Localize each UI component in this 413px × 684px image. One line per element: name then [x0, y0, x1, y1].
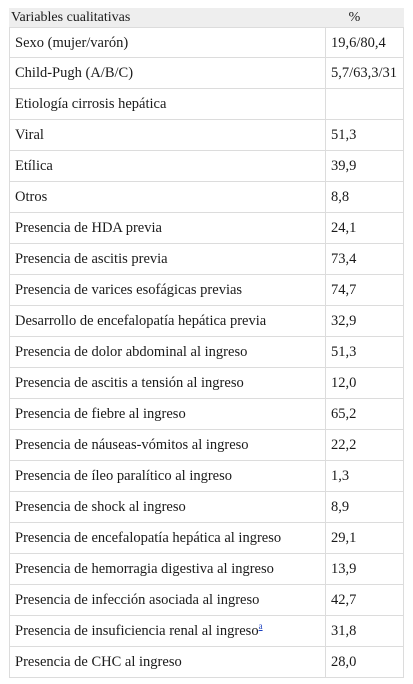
table-row: [9, 523, 404, 554]
row-value: 19,6/80,4: [326, 28, 404, 57]
row-label-text: Desarrollo de encefalopatía hepática previa: [15, 313, 267, 329]
table-body: [9, 27, 404, 678]
row-label-text: Presencia de ascitis a tensión al ingreso: [15, 375, 244, 391]
row-label: [9, 182, 326, 212]
row-value: 31,8: [326, 616, 404, 646]
row-label: [9, 523, 326, 553]
row-label-text: Presencia de íleo paralítico al ingreso: [15, 468, 233, 484]
row-value: 22,2: [326, 430, 404, 460]
table-row: [9, 616, 404, 647]
row-label: [9, 616, 326, 646]
row-label: [9, 368, 326, 398]
row-label: [9, 275, 326, 305]
row-value: 39,9: [326, 151, 404, 181]
table-row: [9, 89, 404, 120]
row-label: [9, 337, 326, 367]
row-label-text: Viral: [15, 127, 44, 143]
row-value: 32,9: [326, 306, 404, 336]
row-label: [9, 244, 326, 274]
row-value: 13,9: [326, 554, 404, 584]
table-row: [9, 306, 404, 337]
header-variables: Variables cualitativas: [11, 10, 131, 25]
row-label-text: Presencia de hemorragia digestiva al ingreso: [15, 561, 274, 577]
variables-table: [9, 8, 404, 678]
row-label: [9, 58, 326, 88]
row-label-text: Presencia de CHC al ingreso: [15, 654, 182, 670]
row-label: [9, 28, 326, 57]
table-row: [9, 27, 404, 58]
row-label-text: Presencia de infección asociada al ingreso: [15, 592, 260, 608]
row-value: 8,9: [326, 492, 404, 522]
table-row: [9, 430, 404, 461]
row-label: [9, 306, 326, 336]
row-label: [9, 492, 326, 522]
table-row: [9, 585, 404, 616]
table-row: [9, 182, 404, 213]
row-value: 28,0: [326, 647, 404, 677]
table-row: [9, 461, 404, 492]
row-label: [9, 585, 326, 615]
table-row: [9, 399, 404, 430]
row-value: 74,7: [326, 275, 404, 305]
row-value: 24,1: [326, 213, 404, 243]
row-label: [9, 213, 326, 243]
table-row: [9, 368, 404, 399]
row-label: [9, 647, 326, 677]
row-label-text: Etiología cirrosis hepática: [15, 96, 167, 112]
table-row: [9, 647, 404, 678]
table-row: [9, 492, 404, 523]
table-row: [9, 275, 404, 306]
row-label-text: Presencia de encefalopatía hepática al ingreso: [15, 530, 282, 546]
row-value: 65,2: [326, 399, 404, 429]
row-label-text: Presencia de ascitis previa: [15, 251, 168, 267]
row-label: [9, 430, 326, 460]
row-label-text: Etílica: [15, 158, 53, 174]
row-label-text: Presencia de varices esofágicas previas: [15, 282, 243, 298]
footnote-link[interactable]: a: [258, 621, 263, 632]
table-header: [9, 8, 404, 27]
row-value: 73,4: [326, 244, 404, 274]
row-value: 29,1: [326, 523, 404, 553]
table-row: [9, 58, 404, 89]
row-label: [9, 554, 326, 584]
row-label: [9, 461, 326, 491]
row-value: 51,3: [326, 337, 404, 367]
row-label: [9, 89, 326, 119]
row-label-text: Child-Pugh (A/B/C): [15, 65, 134, 81]
row-label-text: Presencia de HDA previa: [15, 220, 162, 236]
table-row: [9, 120, 404, 151]
header-percent: %: [348, 10, 361, 25]
row-label-text: Presencia de insuficiencia renal al ingreso: [15, 623, 259, 639]
row-label: [9, 399, 326, 429]
row-label: [9, 120, 326, 150]
table-row: [9, 244, 404, 275]
row-label-text: Sexo (mujer/varón): [15, 35, 129, 51]
row-label-text: Presencia de fiebre al ingreso: [15, 406, 186, 422]
row-value: 1,3: [326, 461, 404, 491]
row-label: [9, 151, 326, 181]
row-value: 8,8: [326, 182, 404, 212]
row-label-text: Presencia de shock al ingreso: [15, 499, 186, 515]
row-value: [326, 89, 404, 119]
table-row: [9, 151, 404, 182]
row-value: 5,7/63,3/31: [326, 58, 404, 88]
row-label-text: Presencia de náuseas-vómitos al ingreso: [15, 437, 249, 453]
table-row: [9, 337, 404, 368]
row-value: 51,3: [326, 120, 404, 150]
row-label-text: Presencia de dolor abdominal al ingreso: [15, 344, 248, 360]
table-row: [9, 554, 404, 585]
row-label-text: Otros: [15, 189, 48, 205]
row-value: 12,0: [326, 368, 404, 398]
table-row: [9, 213, 404, 244]
row-value: 42,7: [326, 585, 404, 615]
